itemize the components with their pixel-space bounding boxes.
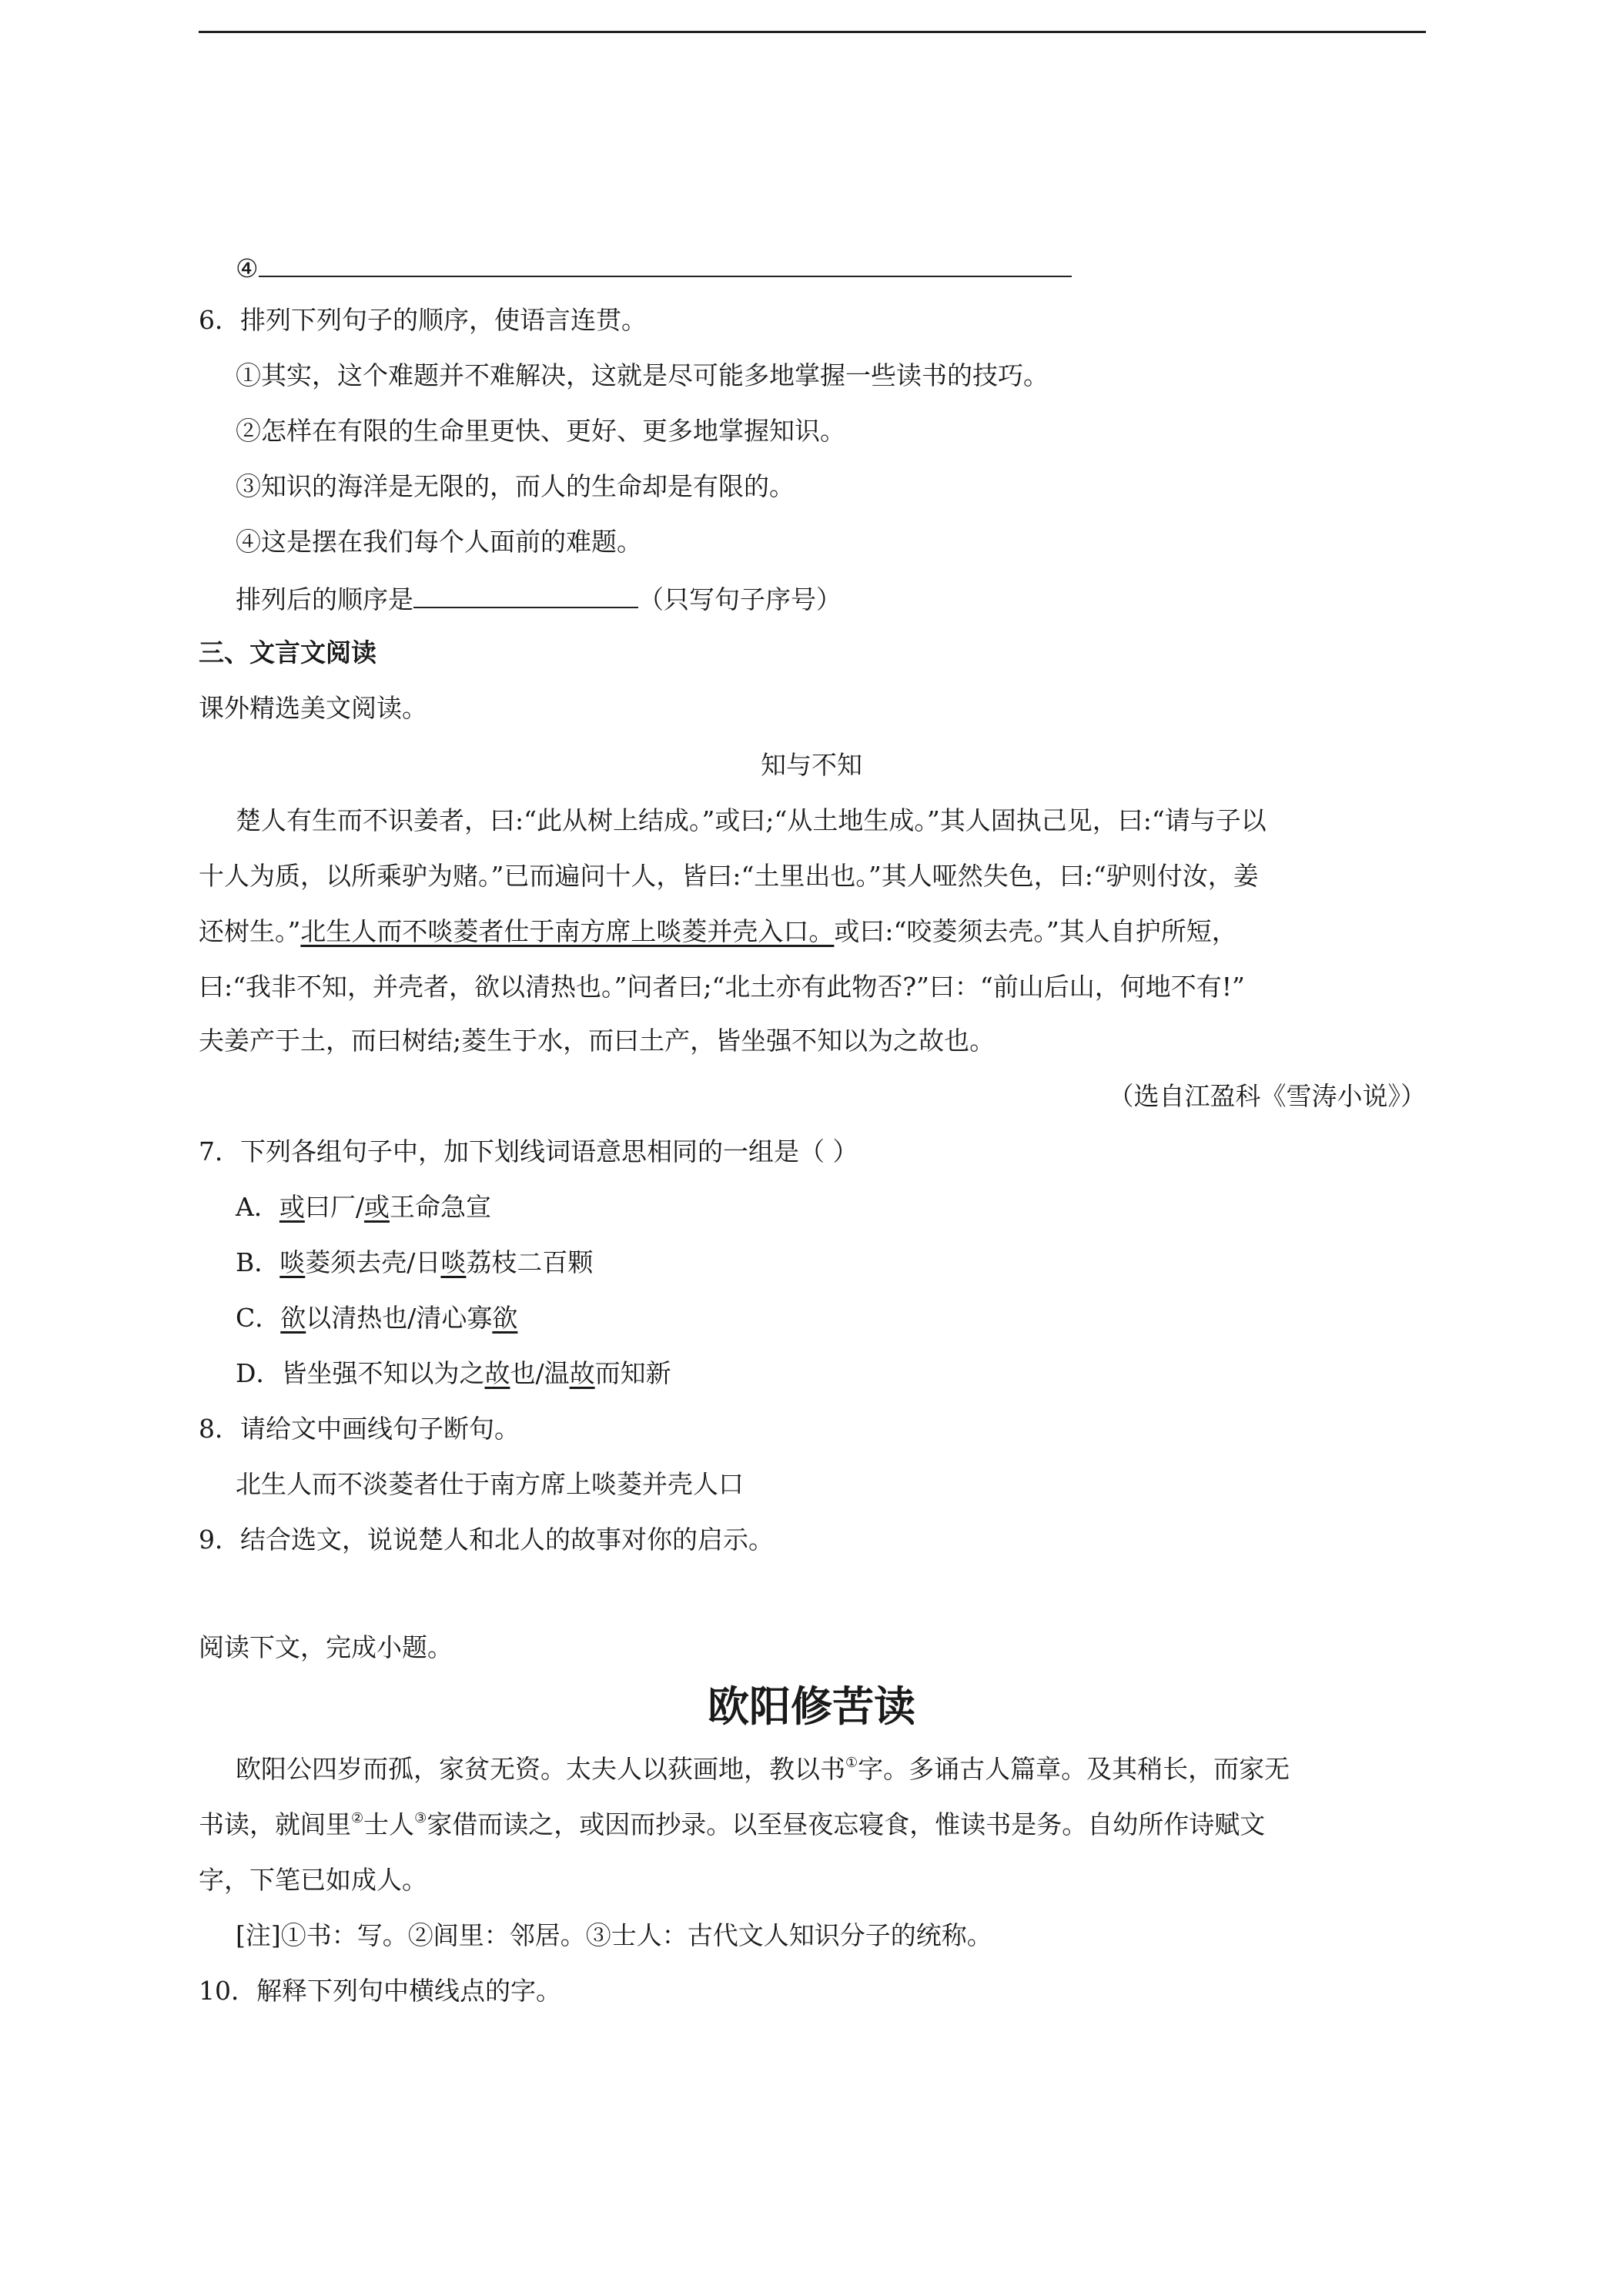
passage-source: （选自江盈科《雪涛小说》）	[1108, 1081, 1426, 1111]
reading-line-1: 欧阳公四岁而孤，家贫无资。太夫人以荻画地，教以书①字。多诵古人篇章。及其稍长，而家无	[236, 1754, 1290, 1784]
q5-item-4: ④	[236, 248, 1072, 287]
q7-option-b[interactable]: B．啖菱须去壳/日啖荔枝二百颗	[236, 1247, 594, 1277]
answer-blank[interactable]	[259, 248, 1072, 277]
reading-title: 欧阳修苦读	[708, 1682, 915, 1731]
q6-sentence-3: ③知识的海洋是无限的，而人的生命却是有限的。	[236, 471, 795, 501]
section-heading: 三、文言文阅读	[199, 638, 376, 668]
q6-sentence-1: ①其实，这个难题并不难解决，这就是尽可能多地掌握一些读书的技巧。	[236, 360, 1049, 390]
q7-option-c[interactable]: C．欲以清热也/清心寡欲	[236, 1303, 518, 1333]
reading-line-2: 书读，就闾里②士人③家借而读之，或因而抄录。以至昼夜忘寝食，惟读书是务。自幼所作诗赋文	[199, 1809, 1266, 1839]
passage-line-4: 曰:“我非不知，并壳者，欲以清热也。”问者曰;“北土亦有此物否?”曰：“前山后山，何地不有!”	[199, 972, 1245, 1002]
q10-stem: 10．解释下列句中横线点的字。	[199, 1976, 561, 2006]
reading-line-3: 字，下笔已如成人。	[199, 1865, 427, 1895]
q6-sentence-2: ②怎样在有限的生命里更快、更好、更多地掌握知识。	[236, 416, 845, 446]
q6-answer-line: 排列后的顺序是 （只写句子序号）	[236, 579, 842, 618]
q6-sentence-4: ④这是摆在我们每个人面前的难题。	[236, 527, 642, 557]
passage-line-2: 十人为质，以所乘驴为赌。”已而遍问十人，皆曰:“土里出也。”其人哑然失色，曰:“驴则付汝，姜	[199, 861, 1259, 891]
q6-stem: 6．排列下列句子的顺序，使语言连贯。	[199, 305, 647, 335]
reading-note: [注]①书：写。②闾里：邻居。③士人：古代文人知识分子的统称。	[236, 1920, 992, 1950]
underlined-sentence: 北生人而不啖菱者仕于南方席上啖菱并壳入口。	[300, 916, 835, 946]
section-intro: 课外精选美文阅读。	[199, 693, 427, 723]
reading-intro: 阅读下文，完成小题。	[199, 1632, 453, 1662]
passage-line-3: 还树生。”北生人而不啖菱者仕于南方席上啖菱并壳入口。或曰:“咬菱须去壳。”其人自护所短，	[199, 916, 1237, 946]
q9-stem: 9．结合选文，说说楚人和北人的故事对你的启示。	[199, 1525, 774, 1555]
q7-stem: 7．下列各组句子中，加下划线词语意思相同的一组是（ ）	[199, 1136, 858, 1166]
passage-line-5: 夫姜产于土，而曰树结;菱生于水，而曰土产，皆坐强不知以为之故也。	[199, 1026, 996, 1056]
q8-text: 北生人而不淡菱者仕于南方席上啖菱并壳人口	[236, 1469, 744, 1499]
header-rule	[199, 31, 1426, 33]
passage-line-1: 楚人有生而不识姜者，曰:“此从树上结成。”或曰;“从土地生成。”其人固执己见，曰:“请与子以	[236, 805, 1267, 835]
q8-stem: 8．请给文中画线句子断句。	[199, 1414, 520, 1444]
q7-option-a[interactable]: A．或曰厂/或王命急宣	[236, 1192, 491, 1222]
answer-blank[interactable]	[413, 579, 638, 608]
q7-option-d[interactable]: D．皆坐强不知以为之故也/温故而知新	[236, 1358, 671, 1388]
passage-title: 知与不知	[761, 750, 862, 780]
